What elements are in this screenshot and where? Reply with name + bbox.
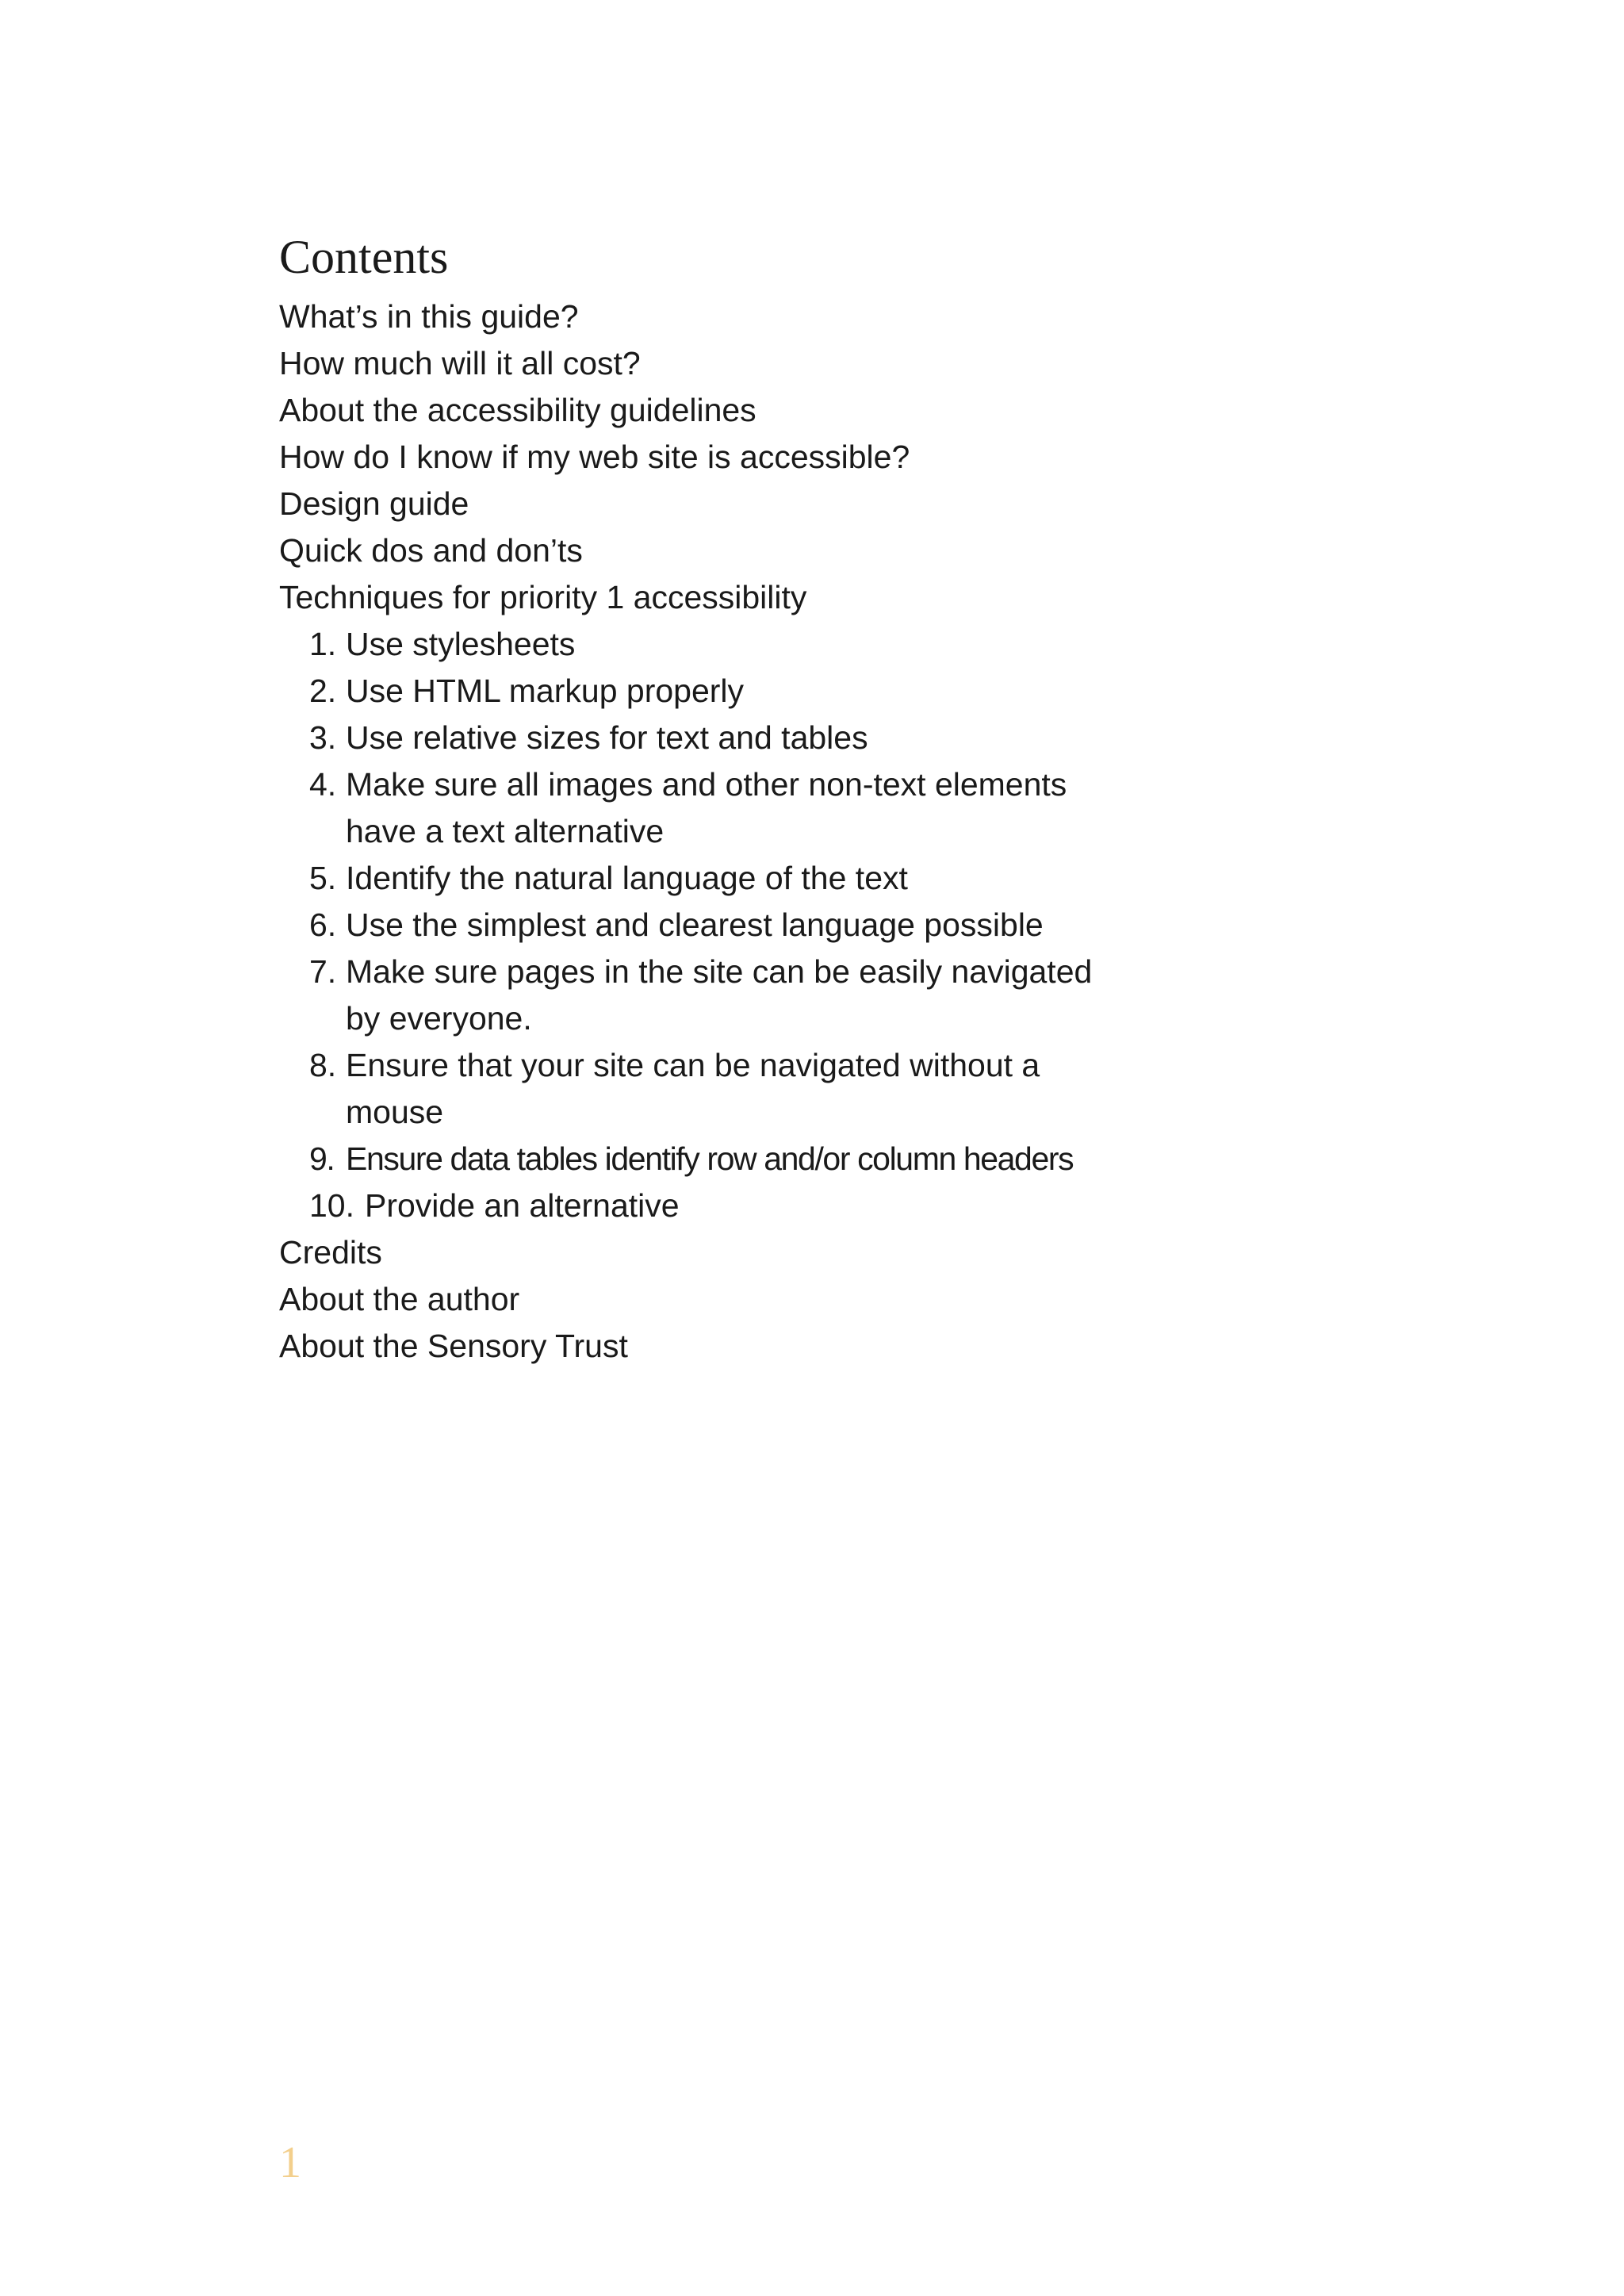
toc-subitem-9[interactable] xyxy=(279,1136,1231,1182)
toc-subitem-number: 4. xyxy=(309,766,337,803)
toc-subitem-label: Use relative sizes for text and tables xyxy=(346,719,868,756)
toc-subitem-number: 8. xyxy=(309,1047,337,1083)
toc-subitem-2[interactable] xyxy=(279,668,1231,715)
toc-subitem-4[interactable] xyxy=(279,761,1231,855)
toc-subitem-number: 2. xyxy=(309,673,337,709)
toc-subitem-number: 1. xyxy=(309,626,337,662)
page-title: Contents xyxy=(279,231,449,283)
toc-item-quick-dos-donts[interactable]: Quick dos and don’ts xyxy=(279,532,583,569)
toc-item-about-author[interactable]: About the author xyxy=(279,1281,520,1317)
toc-item-credits[interactable]: Credits xyxy=(279,1234,382,1271)
toc-subitem-5[interactable] xyxy=(279,855,1231,902)
toc-subitem-label: Provide an alternative xyxy=(365,1187,680,1224)
toc-subitem-7[interactable] xyxy=(279,949,1231,1042)
toc-item-design-guide[interactable]: Design guide xyxy=(279,485,469,522)
toc-subitem-label: Use stylesheets xyxy=(346,626,576,662)
toc-subitem-number: 6. xyxy=(309,907,337,943)
toc-subitem-number: 5. xyxy=(309,860,337,896)
toc-item-techniques-priority-1[interactable]: Techniques for priority 1 accessibility xyxy=(279,579,807,615)
toc-subitem-8[interactable] xyxy=(279,1042,1231,1136)
toc-subitem-10[interactable] xyxy=(279,1182,1231,1229)
toc-subitem-number: 3. xyxy=(309,719,337,756)
toc-subitem-number: 7. xyxy=(309,953,337,990)
toc-subitem-6[interactable] xyxy=(279,902,1231,949)
toc-subitem-3[interactable] xyxy=(279,715,1231,761)
toc-subitem-label: Make sure all images and other non-text elements have a text alternative xyxy=(346,766,1067,849)
toc-subitem-number: 9. xyxy=(309,1140,335,1177)
toc-item-about-sensory-trust[interactable]: About the Sensory Trust xyxy=(279,1328,628,1364)
page-number: 1 xyxy=(279,2138,301,2187)
toc-subitem-label: Ensure data tables identify row and/or column headers xyxy=(346,1140,1074,1177)
toc-item-how-do-i-know[interactable]: How do I know if my web site is accessible? xyxy=(279,439,910,475)
toc-subitem-label: Identify the natural language of the text xyxy=(346,860,908,896)
toc-subitem-label: Ensure that your site can be navigated without a mouse xyxy=(346,1047,1040,1130)
toc-subitem-label: Use the simplest and clearest language possible xyxy=(346,907,1044,943)
toc-subitem-1[interactable] xyxy=(279,621,1231,668)
toc-subitem-label: Make sure pages in the site can be easily navigated by everyone. xyxy=(346,953,1093,1037)
toc-subitem-label: Use HTML markup properly xyxy=(346,673,745,709)
toc-item-about-guidelines[interactable]: About the accessibility guidelines xyxy=(279,392,756,428)
toc-item-how-much-cost[interactable]: How much will it all cost? xyxy=(279,345,641,381)
toc-item-whats-in-this-guide[interactable]: What’s in this guide? xyxy=(279,298,579,335)
table-of-contents xyxy=(279,293,1231,1370)
toc-subitem-number: 10. xyxy=(309,1187,354,1224)
